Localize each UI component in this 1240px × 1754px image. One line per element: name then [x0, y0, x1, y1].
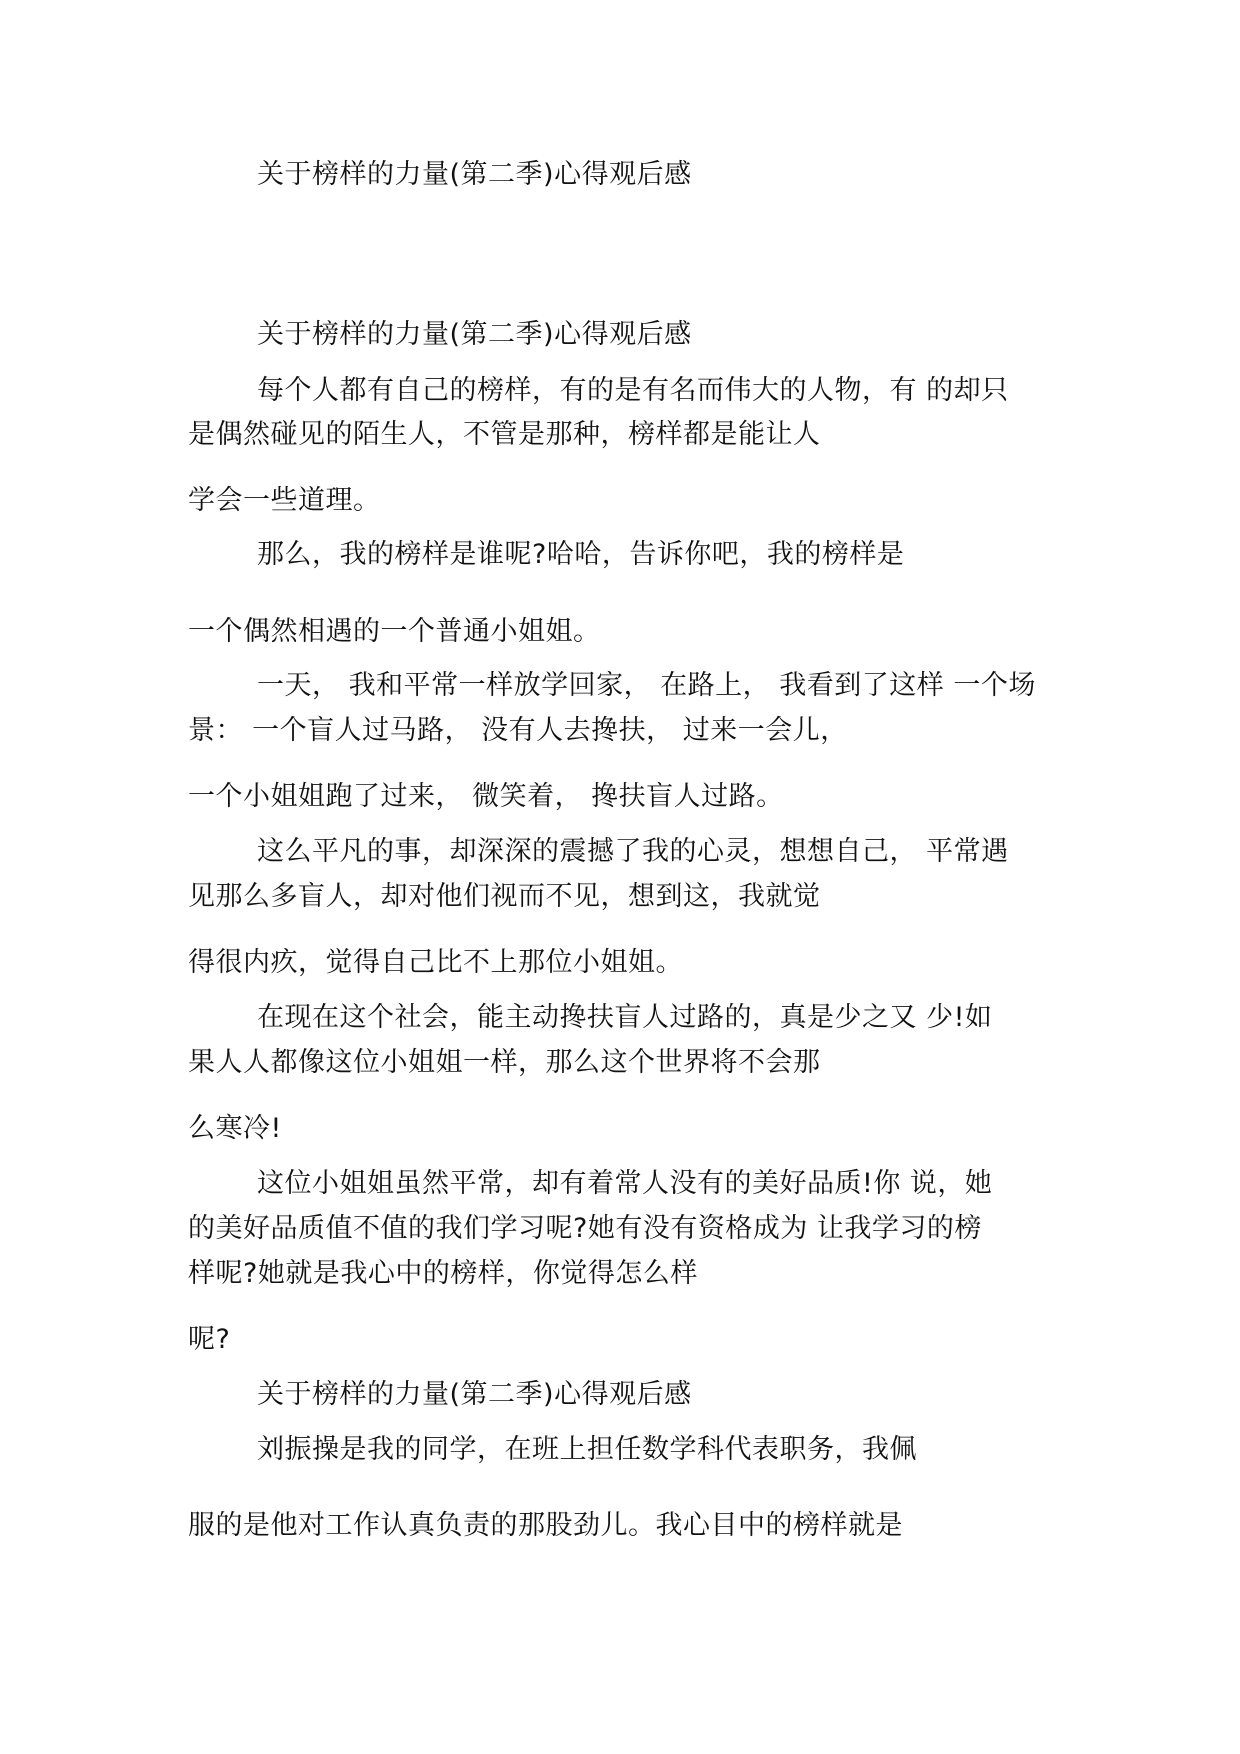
paragraph-line: 这位小姐姐虽然平常，却有着常人没有的美好品质!你 说，她	[257, 1168, 993, 1199]
section-heading: 关于榜样的力量(第二季)心得观后感	[257, 1379, 692, 1410]
paragraph-line: 见那么多盲人，却对他们视而不见，想到这，我就觉	[188, 881, 821, 912]
paragraph-line: 景： 一个盲人过马路， 没有人去搀扶， 过来一会儿，	[188, 715, 848, 746]
paragraph-line: 一个偶然相遇的一个普通小姐姐。	[188, 616, 601, 647]
paragraph-line: 服的是他对工作认真负责的那股劲儿。我心目中的榜样就是	[188, 1510, 903, 1541]
paragraph-line: 果人人都像这位小姐姐一样，那么这个世界将不会那	[188, 1047, 821, 1078]
paragraph-line: 这么平凡的事，却深深的震撼了我的心灵，想想自己， 平常遇	[257, 836, 1009, 867]
paragraph-line: 一天， 我和平常一样放学回家， 在路上， 我看到了这样 一个场	[257, 670, 1036, 701]
paragraph-line: 呢?	[188, 1324, 231, 1355]
paragraph-line: 得很内疚，觉得自己比不上那位小姐姐。	[188, 947, 683, 978]
paragraph-line: 学会一些道理。	[188, 485, 381, 516]
paragraph-line: 一个小姐姐跑了过来， 微笑着， 搀扶盲人过路。	[188, 781, 784, 812]
paragraph-line: 那么，我的榜样是谁呢?哈哈，告诉你吧，我的榜样是	[257, 539, 905, 570]
paragraph-line: 是偶然碰见的陌生人，不管是那种，榜样都是能让人	[188, 419, 821, 450]
paragraph-line: 刘振操是我的同学，在班上担任数学科代表职务，我佩	[257, 1434, 917, 1465]
paragraph-line: 在现在这个社会，能主动搀扶盲人过路的，真是少之又 少!如	[257, 1002, 993, 1033]
section-heading: 关于榜样的力量(第二季)心得观后感	[257, 319, 692, 350]
paragraph-line: 么寒冷!	[188, 1113, 282, 1144]
paragraph-line: 样呢?她就是我心中的榜样，你觉得怎么样	[188, 1258, 698, 1289]
paragraph-line: 的美好品质值不值的我们学习呢?她有没有资格成为 让我学习的榜	[188, 1213, 982, 1244]
document-title: 关于榜样的力量(第二季)心得观后感	[257, 159, 692, 190]
paragraph-line: 每个人都有自己的榜样，有的是有名而伟大的人物，有 的却只	[257, 375, 1009, 406]
